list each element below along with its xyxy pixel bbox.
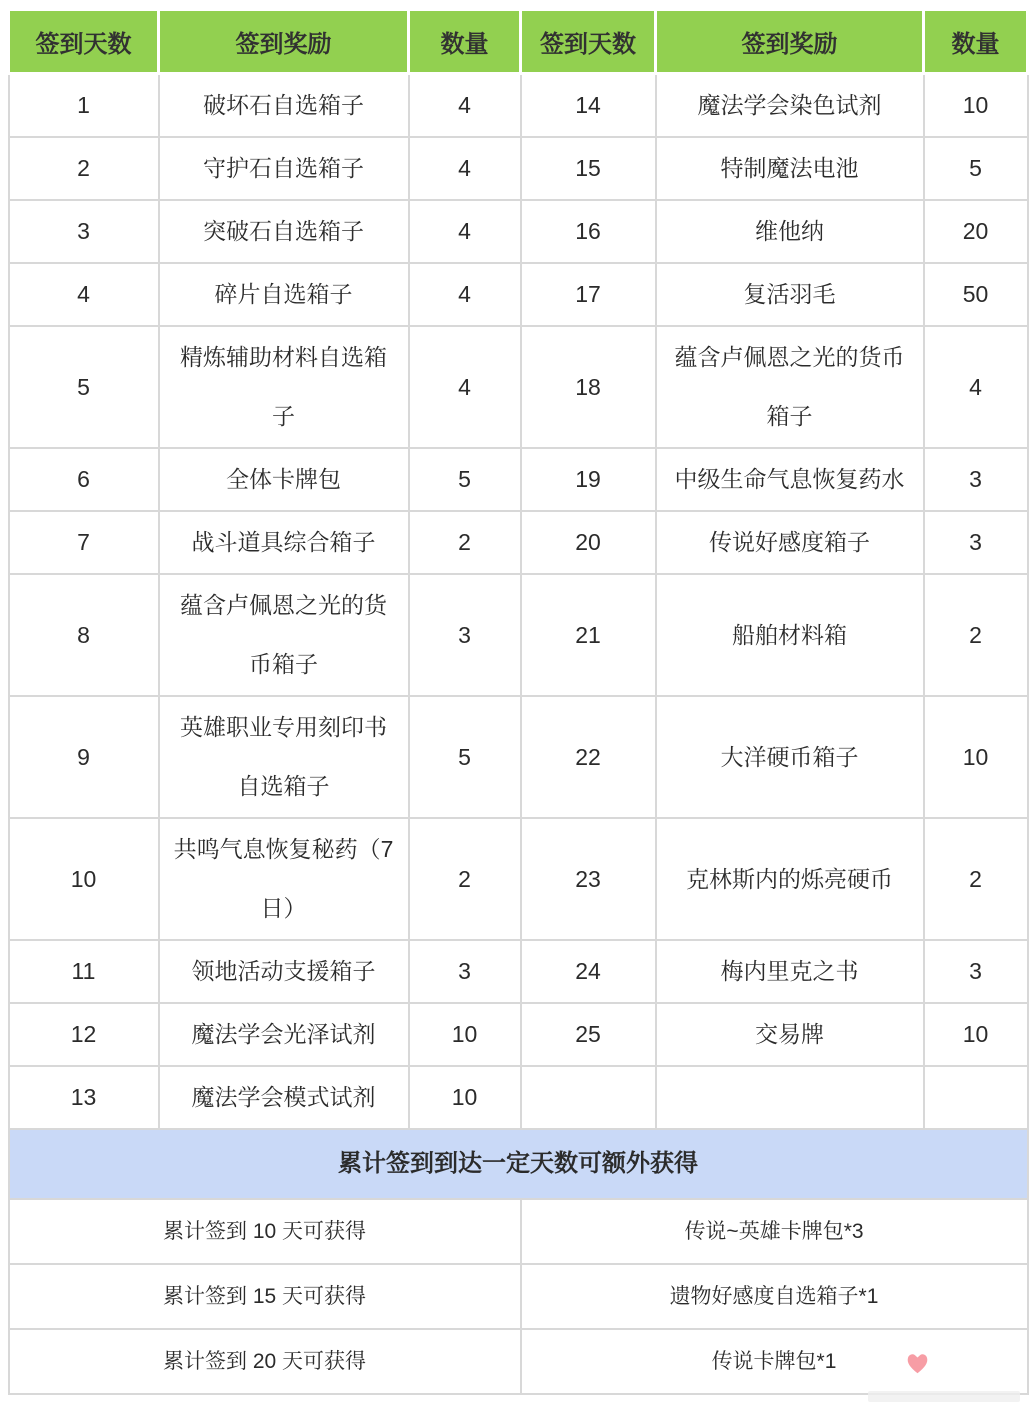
reward-cell: 守护石自选箱子: [159, 137, 409, 200]
cumulative-section: [9, 1129, 1028, 1394]
table-row: [9, 326, 1028, 448]
qty-cell: 4: [409, 74, 521, 138]
reward-cell: 传说好感度箱子: [656, 511, 924, 574]
reward-cell: 中级生命气息恢复药水: [656, 448, 924, 511]
qty-cell: 10: [409, 1003, 521, 1066]
reward-cell: 破坏石自选箱子: [159, 74, 409, 138]
qty-cell: 10: [924, 696, 1028, 818]
table-row: [9, 574, 1028, 696]
qty-cell: 4: [924, 326, 1028, 448]
cumulative-title: 累计签到到达一定天数可额外获得: [9, 1129, 1028, 1199]
cumulative-label-cell: 累计签到 20 天可获得: [9, 1329, 521, 1394]
day-cell: 1: [9, 74, 159, 138]
header-quantity-left: 数量: [409, 10, 521, 74]
day-cell: 7: [9, 511, 159, 574]
qty-cell: 50: [924, 263, 1028, 326]
cumulative-reward-cell: 传说~英雄卡牌包*3: [521, 1199, 1028, 1264]
table-row: [9, 511, 1028, 574]
day-cell: 5: [9, 326, 159, 448]
reward-cell: 梅内里克之书: [656, 940, 924, 1003]
reward-cell: 特制魔法电池: [656, 137, 924, 200]
reward-cell: 维他纳: [656, 200, 924, 263]
qty-cell: [924, 1066, 1028, 1129]
qty-cell: 5: [924, 137, 1028, 200]
cumulative-reward-cell: [521, 1329, 1028, 1394]
cumulative-row: [9, 1264, 1028, 1329]
day-cell: 4: [9, 263, 159, 326]
day-cell: 15: [521, 137, 656, 200]
table-row: [9, 137, 1028, 200]
day-cell: 22: [521, 696, 656, 818]
reward-cell: 战斗道具综合箱子: [159, 511, 409, 574]
table-row: [9, 1066, 1028, 1129]
day-cell: 10: [9, 818, 159, 940]
table-row: [9, 1003, 1028, 1066]
day-cell: 16: [521, 200, 656, 263]
table-row: [9, 940, 1028, 1003]
cumulative-row: [9, 1329, 1028, 1394]
watermark: [868, 1391, 1020, 1402]
sign-in-rewards-table: [7, 8, 1029, 1395]
reward-cell: 交易牌: [656, 1003, 924, 1066]
reward-cell: 魔法学会光泽试剂: [159, 1003, 409, 1066]
qty-cell: 5: [409, 448, 521, 511]
day-cell: 18: [521, 326, 656, 448]
reward-cell: 克林斯内的烁亮硬币: [656, 818, 924, 940]
day-cell: 9: [9, 696, 159, 818]
table-row: [9, 74, 1028, 138]
qty-cell: 2: [409, 818, 521, 940]
day-cell: 20: [521, 511, 656, 574]
qty-cell: 4: [409, 200, 521, 263]
reward-cell: 精炼辅助材料自选箱子: [159, 326, 409, 448]
day-cell: 25: [521, 1003, 656, 1066]
rewards-body: [9, 74, 1028, 1130]
cumulative-reward-text: 传说卡牌包*1: [711, 1350, 837, 1373]
heart-icon: [904, 1349, 931, 1376]
day-cell: 13: [9, 1066, 159, 1129]
cumulative-row: [9, 1199, 1028, 1264]
cumulative-title-row: [9, 1129, 1028, 1199]
day-cell: 19: [521, 448, 656, 511]
qty-cell: 4: [409, 263, 521, 326]
qty-cell: 10: [924, 1003, 1028, 1066]
qty-cell: 10: [409, 1066, 521, 1129]
reward-cell: [656, 1066, 924, 1129]
reward-cell: 魔法学会模式试剂: [159, 1066, 409, 1129]
table-row: [9, 818, 1028, 940]
table-row: [9, 263, 1028, 326]
table-row: [9, 448, 1028, 511]
day-cell: 2: [9, 137, 159, 200]
qty-cell: 2: [924, 574, 1028, 696]
reward-cell: 突破石自选箱子: [159, 200, 409, 263]
qty-cell: 3: [409, 940, 521, 1003]
header-signin-reward-right: 签到奖励: [656, 10, 924, 74]
reward-cell: 共鸣气息恢复秘药（7日）: [159, 818, 409, 940]
reward-cell: 蕴含卢佩恩之光的货币箱子: [159, 574, 409, 696]
qty-cell: 2: [409, 511, 521, 574]
day-cell: 8: [9, 574, 159, 696]
day-cell: 21: [521, 574, 656, 696]
qty-cell: 4: [409, 137, 521, 200]
day-cell: [521, 1066, 656, 1129]
day-cell: 17: [521, 263, 656, 326]
qty-cell: 3: [924, 448, 1028, 511]
qty-cell: 5: [409, 696, 521, 818]
reward-cell: 蕴含卢佩恩之光的货币箱子: [656, 326, 924, 448]
reward-cell: 魔法学会染色试剂: [656, 74, 924, 138]
reward-cell: 船舶材料箱: [656, 574, 924, 696]
table-row: [9, 200, 1028, 263]
day-cell: 24: [521, 940, 656, 1003]
qty-cell: 4: [409, 326, 521, 448]
table-row: [9, 696, 1028, 818]
header-signin-days-left: 签到天数: [9, 10, 159, 74]
reward-cell: 大洋硬币箱子: [656, 696, 924, 818]
qty-cell: 3: [924, 940, 1028, 1003]
day-cell: 11: [9, 940, 159, 1003]
day-cell: 12: [9, 1003, 159, 1066]
reward-cell: 复活羽毛: [656, 263, 924, 326]
qty-cell: 20: [924, 200, 1028, 263]
header-signin-reward-left: 签到奖励: [159, 10, 409, 74]
cumulative-reward-cell: 遗物好感度自选箱子*1: [521, 1264, 1028, 1329]
reward-cell: 领地活动支援箱子: [159, 940, 409, 1003]
reward-cell: 碎片自选箱子: [159, 263, 409, 326]
qty-cell: 10: [924, 74, 1028, 138]
qty-cell: 2: [924, 818, 1028, 940]
cumulative-label-cell: 累计签到 15 天可获得: [9, 1264, 521, 1329]
cumulative-label-cell: 累计签到 10 天可获得: [9, 1199, 521, 1264]
day-cell: 14: [521, 74, 656, 138]
day-cell: 23: [521, 818, 656, 940]
header-quantity-right: 数量: [924, 10, 1028, 74]
qty-cell: 3: [924, 511, 1028, 574]
table-header-row: [9, 10, 1028, 74]
qty-cell: 3: [409, 574, 521, 696]
reward-cell: 英雄职业专用刻印书自选箱子: [159, 696, 409, 818]
day-cell: 3: [9, 200, 159, 263]
reward-cell: 全体卡牌包: [159, 448, 409, 511]
day-cell: 6: [9, 448, 159, 511]
header-signin-days-right: 签到天数: [521, 10, 656, 74]
